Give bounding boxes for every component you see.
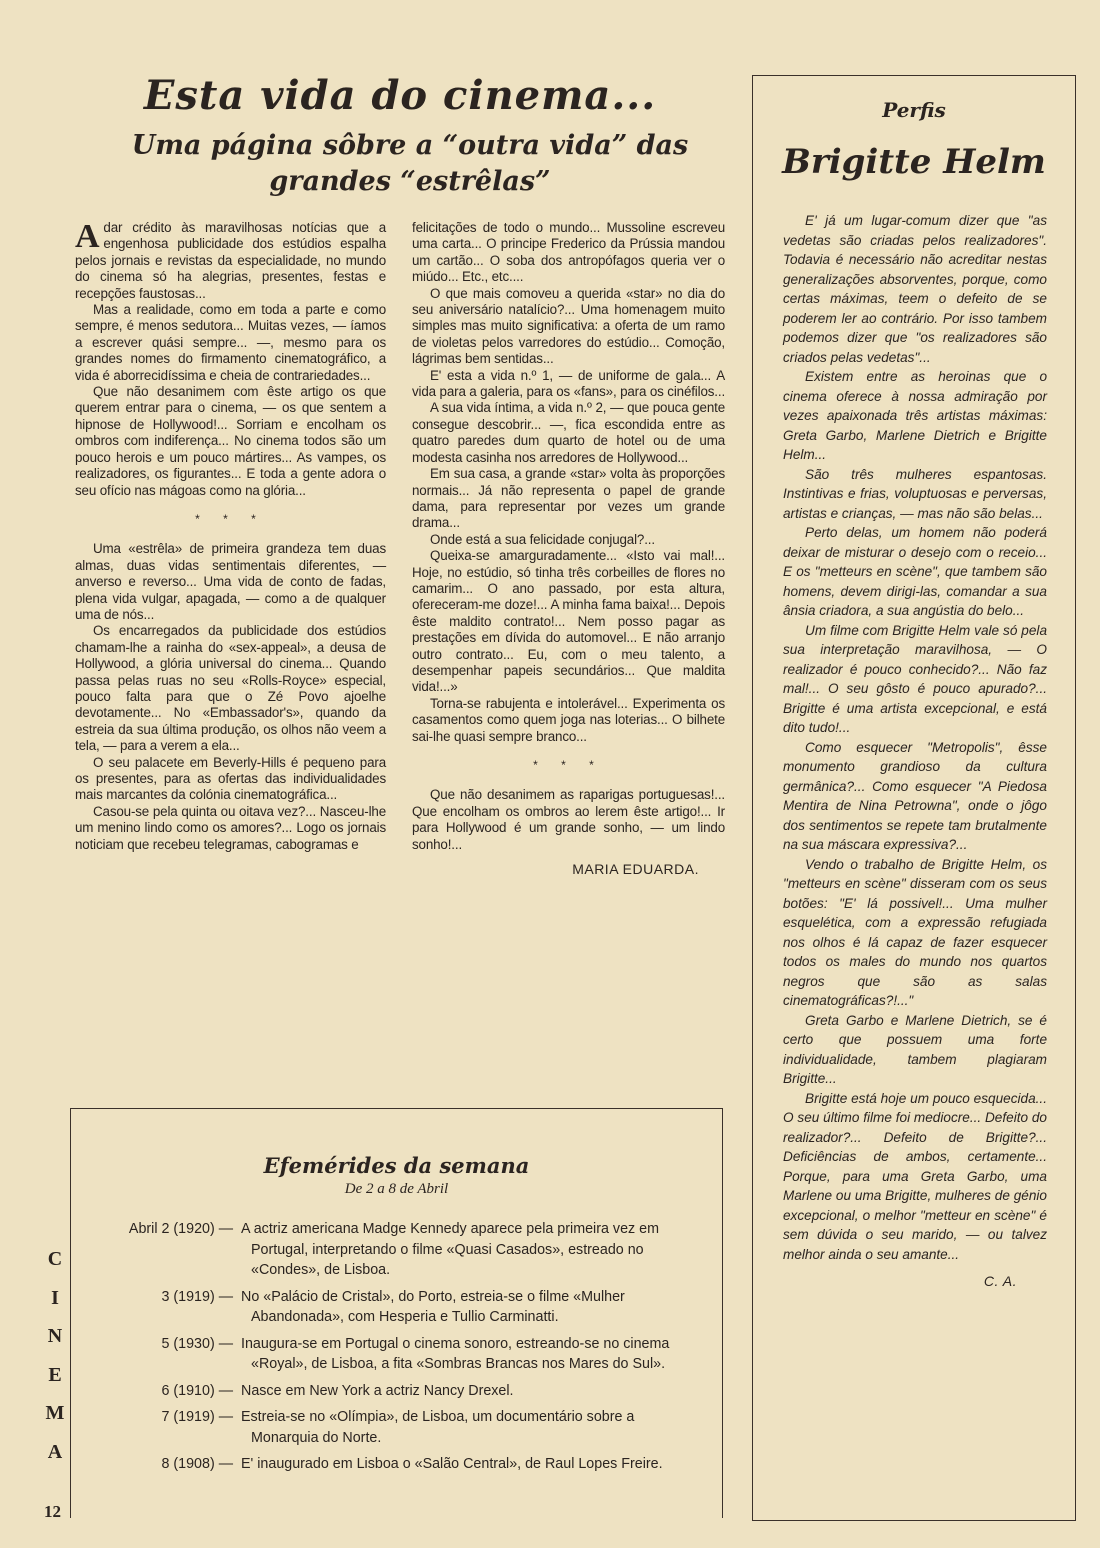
page-number: 12 [44,1502,61,1521]
margin-letter: I [51,1286,59,1309]
entry-text: A actriz americana Madge Kennedy aparece pela primeira vez em Portugal, interpretando o filme «Quasi Casados», estreado no «Condes», de Lisboa. [241,1221,660,1278]
article-column-2 [412,220,725,877]
entry-date: Abril 2 (1920) — [128,1221,233,1237]
paragraph: Os encarregados da publicidade dos estúdios chamam-lhe a rainha do «sex-appeal», a deusa de Hollywood, a glória universal do cinema... Quando passa pelas ruas no seu «Rolls-Royce» especial, pouco falta para que o Zé Povo ajoelhe devotamente... No «Embassador's», quando da estreia da sua última produção, os olhos não veem a tela, — para a verem a ela... [75,623,386,754]
paragraph: O seu palacete em Beverly-Hills é pequeno para os presentes, para as ofertas das individualidades mais marcantes da colónia cinematográfica... [75,754,386,803]
paragraph: Onde está a sua felicidade conjugal?... [430,531,655,547]
efemerides-list [91,1219,701,1481]
paragraph: Como esquecer "Metropolis", êsse monumento grandioso da cultura germânica?... Como esquecer "A Piedosa Mentira de Nina Petrowna", onde o jôgo dos sentimentos se repete tam brutalmente na sua máscara expressiva?... [783,739,1047,852]
entry-text: No «Palácio de Cristal», do Porto, estreia-se o filme «Mulher Abandonada», com Hesperia e Tullio Carminatti. [241,1288,625,1325]
efemerides-box [70,1108,723,1518]
section-separator: * * * [195,511,266,526]
drop-cap: A [75,218,100,255]
profile-body [783,211,1047,1292]
article-title: Esta vida do cinema... [143,72,657,119]
entry-text: E' inaugurado em Lisboa o «Salão Central», de Raul Lopes Freire. [241,1456,663,1472]
paragraph: E' esta a vida n.º 1, — de uniforme de gala... A vida para a galeria, para os «fans», para os cinéfilos... [412,367,726,400]
paragraph: Existem entre as heroinas que o cinema oferece à nossa admiração por vezes apaixonada três artistas máximas: Greta Garbo, Marlene Dietrich e Brigitte Helm... [783,369,1047,462]
list-item [91,1407,701,1448]
paragraph: Em sua casa, a grande «star» volta às proporções normais... Já não representa o papel de grande dama, para representar por vezes um grande drama... [412,466,725,531]
entry-text: Inaugura-se em Portugal o cinema sonoro, estreando-se no cinema «Royal», de Lisboa, a fita «Sombras Brancas nos Mares do Sul». [241,1335,670,1372]
paragraph-text: dar crédito às maravilhosas notícias que a engenhosa publicidade dos estúdios espalha pelos jornais e revistas da especialidade, no mundo do cinema só ha alegrias, presentes, festas e recepções faustosas... [75,220,386,301]
profile-box [752,75,1076,1521]
entry-text: Nasce em New York a actriz Nancy Drexel. [241,1382,514,1399]
list-item [91,1454,701,1475]
margin-letter: E [48,1363,62,1386]
paragraph [75,220,386,302]
entry-date: 5 (1930) — [161,1335,233,1352]
list-item [91,1334,701,1375]
paragraph: Que não desanimem as raparigas portuguesas!... Que encolham os ombros ao lerem êste artigo!... Ir para Hollywood é um grande sonho, — um lindo sonho!... [412,787,725,852]
paragraph: A sua vida íntima, a vida n.º 2, — que pouca gente consegue descobrir... —, fica escondida entre as quatro paredes dum quarto de hotel ou de uma modesta casinha nos arredores de Hollywood... [412,400,725,465]
list-item [91,1219,701,1281]
paragraph: Mas a realidade, como em toda a parte e como sempre, é menos sedutora... Muitas vezes, — íamos a escrever quási sempre... —, mesmo para os grandes nomes do firmamento cinematográfico, a vida é aborrecidíssima e cheia de contrariedades... [75,302,386,383]
profile-kicker: Perfis [882,98,946,122]
article-subtitle: Uma página sôbre a “outra vida” das grandes “estrêlas” [131,130,689,197]
article-signature: MARIA EDUARDA. [572,861,699,878]
paragraph: O que mais comoveu a querida «star» no dia do seu aniversário natalício?... Uma homenagem muito simples mas muito significativa: a oferta de um ramo de violetas pelos varredores do estúdio... Comoção, lágrimas bem sentidas... [412,285,725,367]
paragraph: Que não desanimem com êste artigo os que querem entrar para o cinema, — os que sentem a hipnose de Hollywood!... Sorriam e encolham os ombros com indiferença... No cinema todos são um pouco herois e um pouco mártires... As vampes, os realizadores, os figurantes... E toda a gente adora o seu ofício nas mágoas como na glória... [75,384,386,498]
paragraph: Uma «estrêla» de primeira grandeza tem duas almas, duas vidas sentimentais diferentes, — anverso e reverso... Uma vida de conto de fadas, plena vida vulgar, apagada, — como a de qualquer uma de nós... [75,541,386,622]
list-item [91,1287,701,1328]
list-item [91,1381,701,1402]
entry-date: 7 (1919) — [161,1409,233,1425]
magazine-name-vertical [40,1240,70,1471]
margin-letter: M [45,1402,65,1424]
paragraph: Greta Garbo e Marlene Dietrich, se é certo que possuem uma forte individualidade, tambem plagiaram Brigitte... [783,1012,1047,1086]
paragraph: Casou-se pela quinta ou oitava vez?... Nasceu-lhe um menino lindo como os amores?... Logo os jornais noticiam que recebeu telegramas, cabogramas e [75,803,386,852]
article-column-1 [75,220,386,853]
margin-letter: C [47,1248,63,1270]
entry-text: Estreia-se no «Olímpia», de Lisboa, um documentário sobre a Monarquia do Norte. [241,1409,635,1446]
paragraph: Vendo o trabalho de Brigitte Helm, os "metteurs en scène" disseram com os seus botões: "E' lá possivel!... Uma mulher esquelética, com a expressão refugiada nos olhos é lá capaz de fazer esquecer todos os males do mundo nos quartos negros que são as salas cinematográficas?!..." [783,856,1047,1008]
section-separator: * * * [533,758,604,772]
entry-date: 3 (1919) — [161,1288,233,1305]
efemerides-subtitle: De 2 a 8 de Abril [344,1181,449,1197]
entry-date: 6 (1910) — [161,1382,233,1399]
entry-date: 8 (1908) — [161,1456,233,1472]
paragraph: felicitações de todo o mundo... Mussoline escreveu uma carta... O principe Frederico da Prússia mandou um cartão... O soba dos antropófagos queria ver o miúdo... Etc., etc.... [412,220,725,285]
profile-title: Brigitte Helm [782,142,1046,182]
paragraph: Um filme com Brigitte Helm vale só pela sua interpretação maravilhosa, — O realizador é pouco conhecido?... Não faz mal!... O seu gôsto é pouco apurado?... Brigitte é uma artista excepcional, e está dito tudo!... [783,622,1047,735]
margin-letter: A [47,1440,63,1463]
paragraph: Brigitte está hoje um pouco esquecida... O seu último filme foi mediocre... Defeito do realizador?... Defeito de Brigitte?... Deficiências de ambos, certamente... Porque, para uma Greta Garbo, uma Marlene ou uma Brigitte, mulheres de génio excepcional, o melhor "metteur en scène" é sem dúvida o seu marido, — ou talvez melhor ainda o seu amante... [783,1090,1047,1262]
paragraph: Torna-se rabujenta e intolerável... Experimenta os casamentos como quem joga nas loterias... O bilhete sai-lhe quasi sempre branco... [412,695,725,744]
profile-signature: C. A. [983,1273,1017,1289]
margin-letter: N [47,1325,63,1347]
paragraph: Perto delas, um homem não poderá deixar de misturar o desejo com o receio... E os "metteurs en scène", que tambem são homens, devem dirigi-las, comandar a sua ânsia criadora, a sua angústia do belo... [783,525,1047,618]
paragraph: Queixa-se amarguradamente... «Isto vai mal!... Hoje, no estúdio, só tinha três corbeilles de flores no camarim... O ano passado, por esta altura, ofereceram-me doze!... A minha fama baixa!... Depois êste maldito contrato!... Nem posso pagar as prestações em dívida do automovel... E não arranjo outro contrato... Eu, com o meu talento, a desempenhar papeis secundários... Que maldita vida!...» [412,548,725,695]
paragraph: São três mulheres espantosas. Instintivas e frias, voluptuosas e perversas, artistas e crianças, — mas não são belas... [783,466,1047,521]
efemerides-title: Efemérides da semana [263,1153,530,1178]
paragraph: E' já um lugar-comum dizer que "as vedetas são criadas pelos realizadores". Todavia é necessário não acreditar nestas generalizações absorventes, porque, como certas máximas, teem o defeito de se poderem ler ao contrário. Por isso tambem podemos dizer que "os realizadores são criados pelas vedetas"... [783,213,1047,365]
